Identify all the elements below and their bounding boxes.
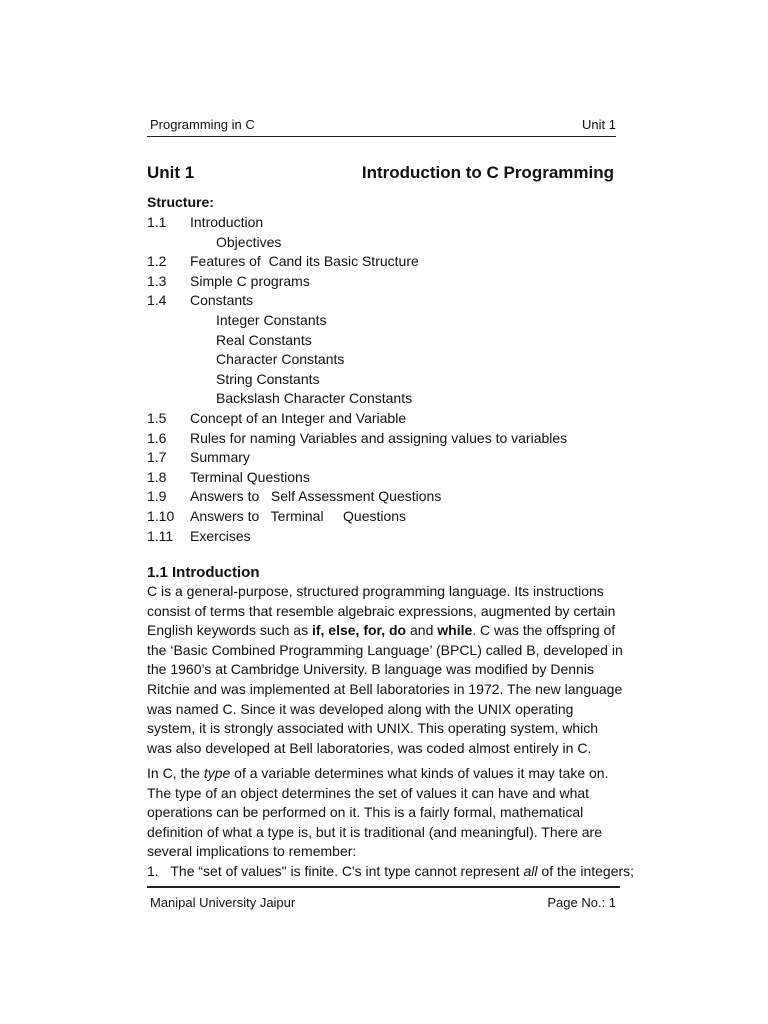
para1-keywords: if, else, for, do	[311, 622, 407, 639]
para2-text-b: of a variable determines what kinds of values it may take on. The type of an object determines the set of values it can have and what operations can be performed on it. This is a fairly formal, mathematical definition of what a type is, but it is traditional (and meaningful). There are several implications to remember:	[147, 765, 609, 860]
toc-item-label: Summary	[190, 449, 250, 466]
intro-paragraph-2	[147, 764, 625, 862]
toc-subitem: Integer Constants	[216, 311, 327, 328]
toc-number: 1.6	[147, 429, 167, 446]
toc-item-label: Terminal Questions	[190, 468, 310, 485]
toc-item-label: Simple C programs	[190, 272, 310, 289]
footer-rule	[147, 886, 620, 888]
toc-row	[147, 487, 627, 507]
toc-number: 1.5	[147, 409, 167, 426]
toc-row	[147, 409, 627, 429]
toc-subitem: Real Constants	[216, 331, 312, 348]
list-item-number: 1.	[147, 863, 159, 879]
toc-subitem: Objectives	[216, 233, 282, 250]
para1-keyword-while: while	[437, 622, 473, 639]
toc-row	[147, 527, 627, 547]
toc-item-label: Features of Cand its Basic Structure	[190, 253, 419, 270]
intro-paragraph-1	[147, 582, 625, 758]
table-of-contents	[147, 213, 627, 546]
toc-row	[147, 468, 627, 488]
toc-row	[147, 291, 627, 311]
toc-number: 1.8	[147, 468, 167, 485]
toc-number: 1.2	[147, 253, 167, 270]
unit-number-heading: Unit 1	[147, 163, 195, 182]
implication-list-item-1	[147, 862, 635, 882]
toc-row	[147, 448, 627, 468]
list-item-text-b: of the integers;	[537, 863, 635, 879]
footer-university: Manipal University Jaipur	[150, 895, 296, 910]
toc-row	[147, 272, 627, 292]
toc-number: 1.10	[147, 507, 175, 524]
toc-subitem: String Constants	[216, 370, 320, 387]
toc-number: 1.9	[147, 488, 167, 505]
list-item-text-a: The “set of values" is finite. C's int type cannot represent	[170, 863, 524, 879]
section-heading: 1.1 Introduction	[147, 564, 260, 581]
toc-row	[147, 429, 627, 449]
para2-text-a: In C, the	[147, 765, 204, 781]
toc-number: 1.11	[147, 527, 174, 544]
toc-item-label: Constants	[190, 292, 254, 309]
toc-row	[147, 233, 627, 253]
para1-text-a: C is a general-purpose, structured programming language. Its instructions consist of terms that resemble algebraic expressions, augmented by certain English keywords such as	[147, 583, 616, 639]
header-rule	[147, 136, 616, 137]
toc-item-label: Introduction	[190, 214, 264, 230]
list-item-emphasis-all: all	[523, 863, 538, 879]
toc-number: 1.4	[147, 292, 167, 309]
para1-text-b: and	[406, 622, 438, 639]
toc-item-label: Answers to Terminal Questions	[190, 507, 407, 524]
toc-row	[147, 252, 627, 272]
header-unit-label: Unit 1	[582, 117, 616, 132]
structure-label: Structure:	[147, 194, 214, 210]
toc-row	[147, 311, 627, 331]
toc-number: 1.3	[147, 272, 167, 289]
para1-text-c: . C was the offspring of the ‘Basic Combined Programming Language’ (BPCL) called B, developed in the 1960’s at Cambridge University. B language was modified by Dennis Ritchie and was implemented at Bell laboratories in 1972. The new language was named C. Since it was developed along with the UNIX operating system, it is strongly associated with UNIX. This operating system, which was also developed at Bell laboratories, was coded almost entirely in C.	[147, 622, 623, 756]
toc-row	[147, 507, 627, 527]
toc-row	[147, 350, 627, 370]
toc-item-label: Rules for naming Variables and assigning values to variables	[190, 429, 568, 446]
para2-emphasis-type: type	[203, 765, 231, 781]
toc-number: 1.1	[147, 214, 167, 230]
toc-row	[147, 389, 627, 409]
unit-title-heading: Introduction to C Programming	[361, 163, 614, 182]
toc-row	[147, 213, 627, 233]
toc-subitem: Backslash Character Constants	[216, 390, 413, 407]
toc-row	[147, 331, 627, 351]
toc-item-label: Concept of an Integer and Variable	[190, 409, 407, 426]
toc-item-label: Exercises	[190, 527, 251, 544]
toc-subitem: Character Constants	[216, 351, 345, 368]
footer-page-number: Page No.: 1	[547, 895, 616, 910]
toc-row	[147, 370, 627, 390]
header-course-title: Programming in C	[150, 117, 255, 132]
toc-item-label: Answers to Self Assessment Questions	[190, 488, 442, 505]
toc-number: 1.7	[147, 449, 167, 466]
